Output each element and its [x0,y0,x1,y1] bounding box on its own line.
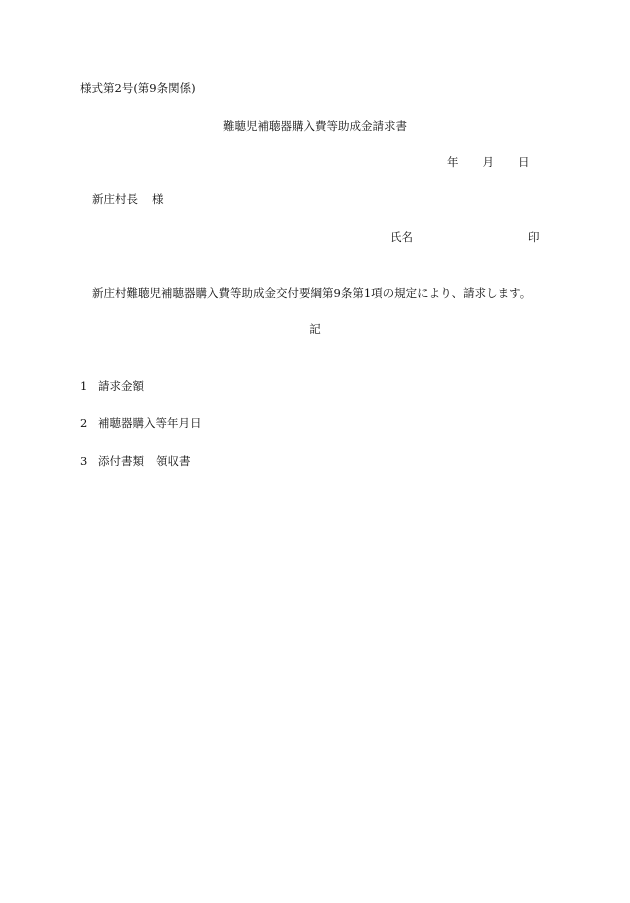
addressee-name: 新庄村長 [92,192,138,206]
ki-heading: 記 [309,322,321,336]
date-year: 年 [447,155,459,169]
addressee-honorific: 様 [152,192,164,206]
list-item-attachments [80,455,191,469]
item-number: 1 [80,379,88,393]
form-number: 様式第2号(第9条関係) [80,81,196,95]
item-label: 請求金額 [98,379,144,393]
date-day: 日 [518,155,530,169]
list-item-purchase-date [80,417,202,431]
addressee [92,193,164,207]
item-label: 補聴器購入等年月日 [98,416,202,430]
date-month: 月 [482,155,494,169]
request-body-text: 新庄村難聴児補聴器購入費等助成金交付要綱第9条第1項の規定により、請求します。 [92,286,532,300]
item-label: 添付書類 [98,454,144,468]
date-line [447,156,530,170]
seal-mark: 印 [528,230,540,244]
applicant-name-label: 氏名 [390,230,413,244]
list-item-claim-amount [80,380,144,394]
item-number: 2 [80,416,88,430]
document-title: 難聴児補聴器購入費等助成金請求書 [223,119,407,133]
item-value: 領収書 [156,454,191,468]
item-number: 3 [80,454,88,468]
